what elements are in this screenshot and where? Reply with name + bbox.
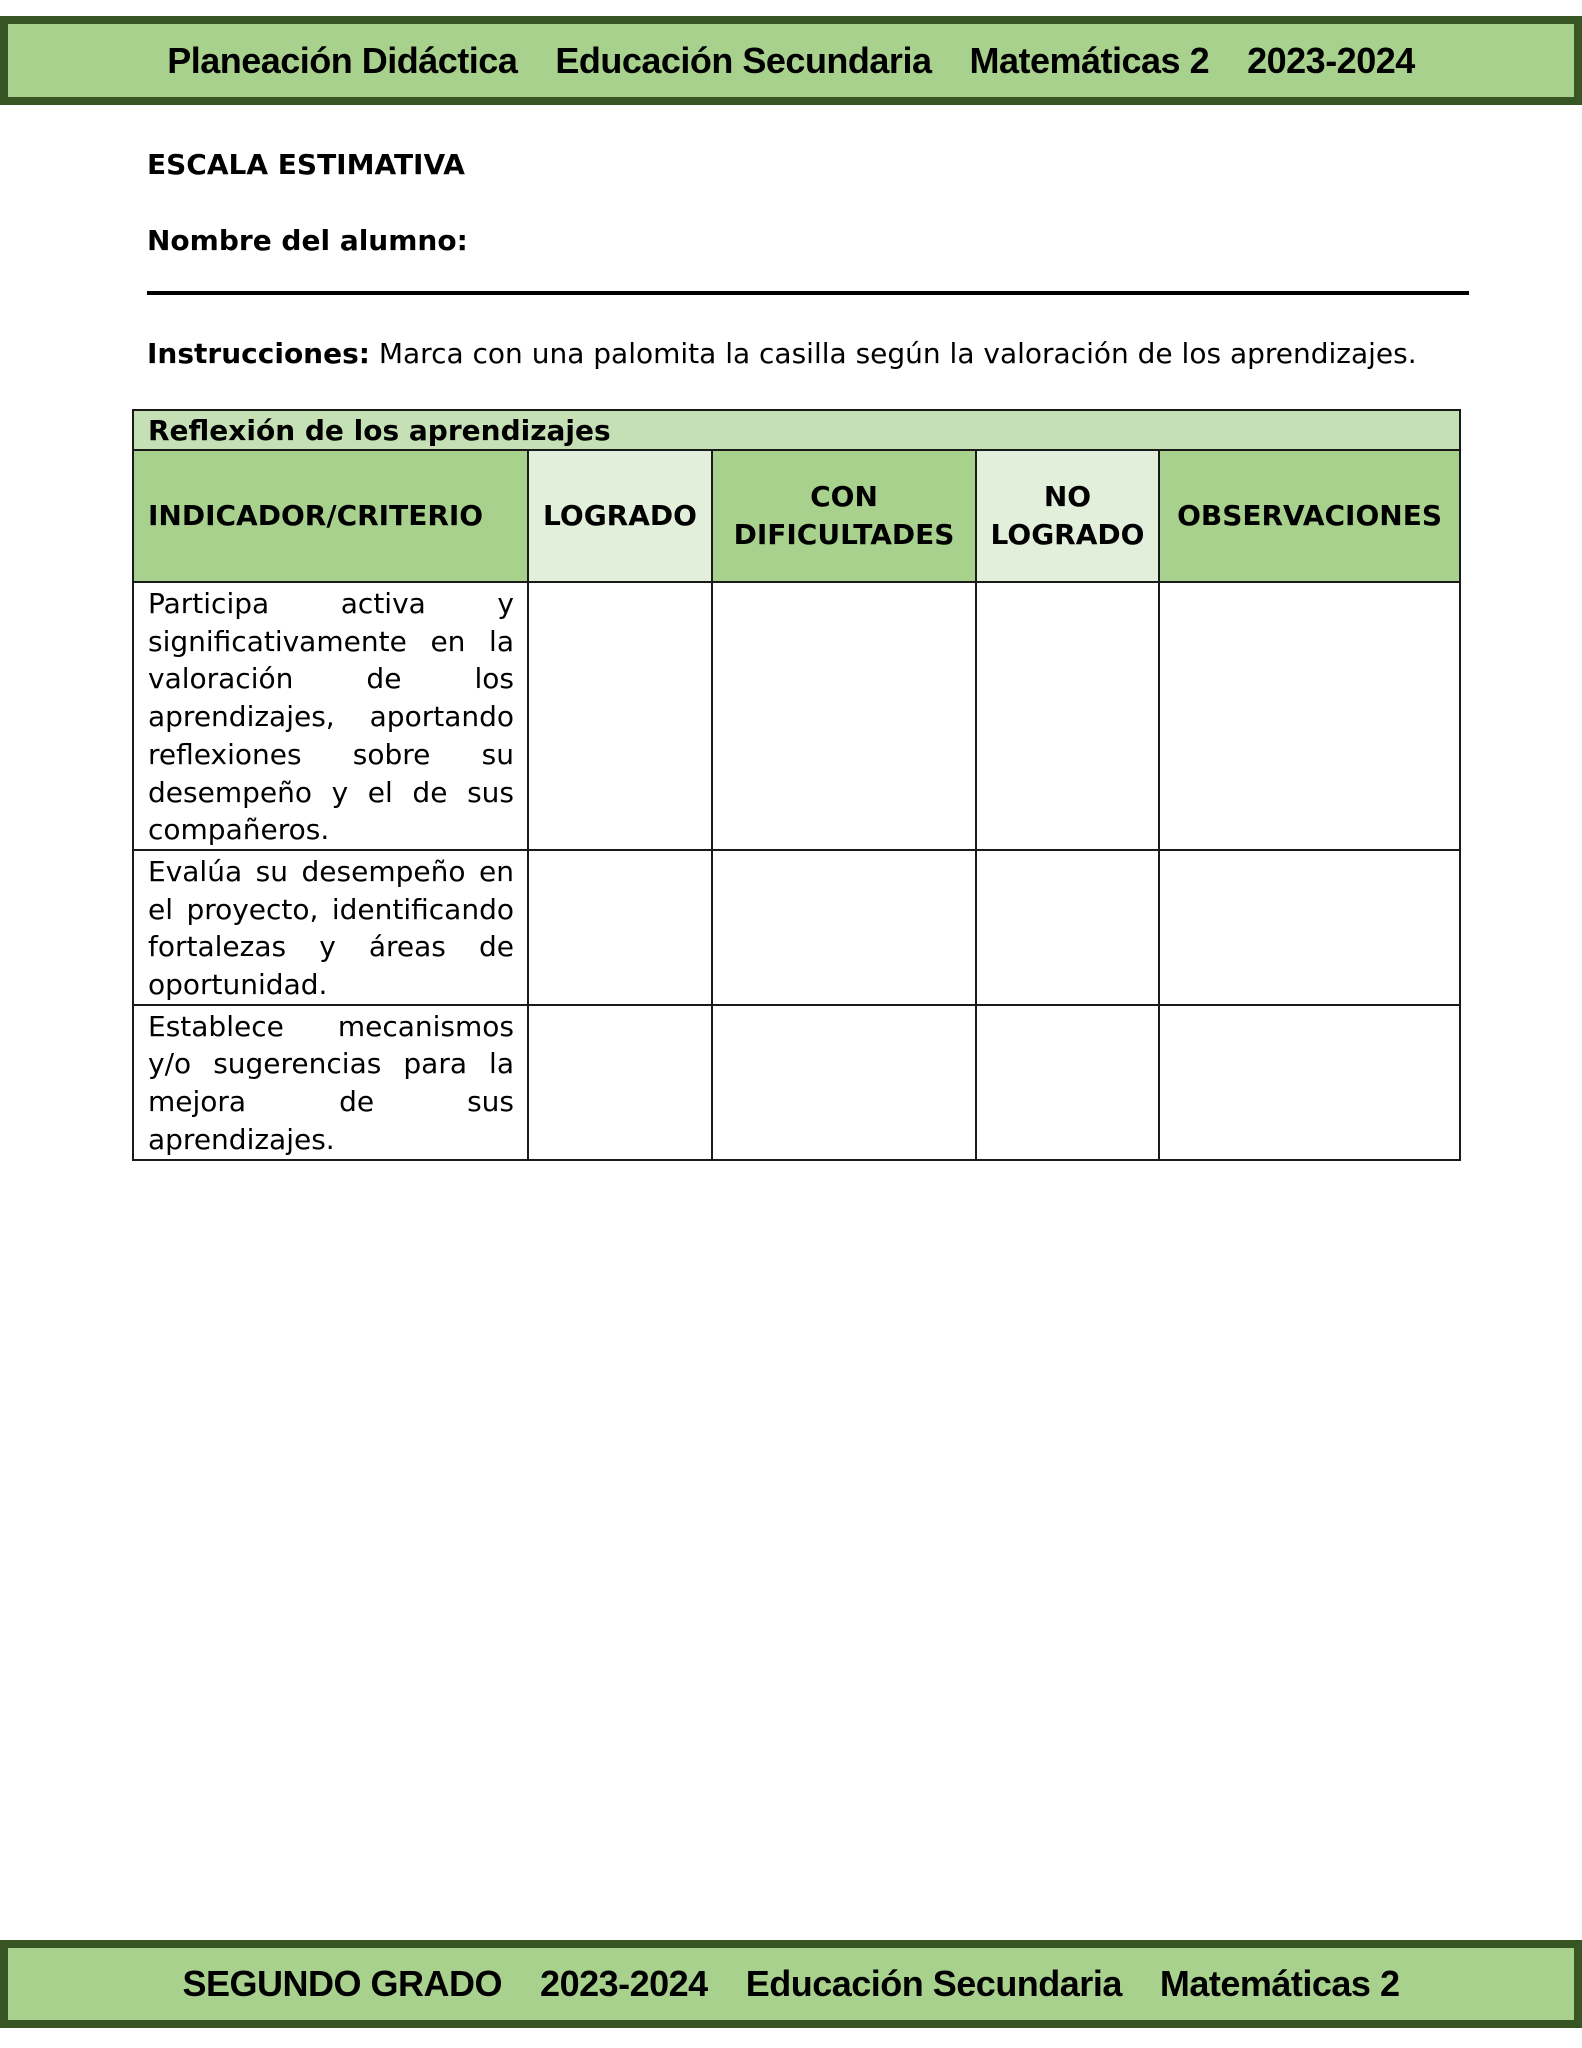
no-logrado-cell[interactable] <box>976 582 1159 850</box>
instructions-text: Marca con una palomita la casilla según la valoración de los aprendizajes. <box>369 337 1417 370</box>
no-logrado-cell[interactable] <box>976 850 1159 1005</box>
col-header-con-dificultades-line2: DIFICULTADES <box>733 518 955 551</box>
table-title: Reflexión de los aprendizajes <box>133 410 1460 450</box>
col-header-no-logrado <box>976 450 1159 582</box>
col-header-con-dificultades-line1: CON <box>810 480 878 513</box>
table-title-row <box>133 410 1460 450</box>
col-header-no-logrado-line1: NO <box>1043 480 1092 513</box>
no-logrado-cell[interactable] <box>976 1005 1159 1160</box>
page-footer-band <box>0 1940 1582 2028</box>
logrado-cell[interactable] <box>528 1005 712 1160</box>
footer-ciclo: 2023-2024 <box>540 1963 708 2004</box>
logrado-cell[interactable] <box>528 850 712 1005</box>
header-planeacion: Planeación Didáctica <box>167 39 518 81</box>
rubric-table <box>132 409 1461 1161</box>
header-nivel: Educación Secundaria <box>555 39 932 81</box>
criterion-cell: Participa activa y significativamente en la valoración de los aprendizajes, aportando reflexiones sobre su desempeño y el de sus compañeros. <box>133 582 528 850</box>
instructions-label: Instrucciones: <box>147 337 370 370</box>
col-header-indicador: INDICADOR/CRITERIO <box>133 450 528 582</box>
col-header-observaciones: OBSERVACIONES <box>1159 450 1460 582</box>
con-dificultades-cell[interactable] <box>712 582 976 850</box>
header-materia: Matemáticas 2 <box>969 39 1210 81</box>
criterion-cell: Evalúa su desempeño en el proyecto, identificando fortalezas y áreas de oportunidad. <box>133 850 528 1005</box>
document-title: ESCALA ESTIMATIVA <box>147 148 465 181</box>
footer-materia: Matemáticas 2 <box>1159 1963 1400 2004</box>
table-row <box>133 850 1460 1005</box>
instructions <box>147 337 1417 370</box>
observaciones-cell[interactable] <box>1159 582 1460 850</box>
footer-grado: SEGUNDO GRADO <box>182 1963 503 2004</box>
student-name-field[interactable] <box>147 291 1469 295</box>
con-dificultades-cell[interactable] <box>712 850 976 1005</box>
observaciones-cell[interactable] <box>1159 850 1460 1005</box>
page-header-band <box>0 16 1582 105</box>
table-row <box>133 1005 1460 1160</box>
logrado-cell[interactable] <box>528 582 712 850</box>
con-dificultades-cell[interactable] <box>712 1005 976 1160</box>
col-header-con-dificultades <box>712 450 976 582</box>
table-row <box>133 582 1460 850</box>
header-ciclo: 2023-2024 <box>1247 39 1415 81</box>
table-header-row <box>133 450 1460 582</box>
col-header-no-logrado-line2: LOGRADO <box>990 518 1145 551</box>
student-name-label: Nombre del alumno: <box>147 224 468 257</box>
criterion-cell: Establece mecanismos y/o sugerencias para la mejora de sus aprendizajes. <box>133 1005 528 1160</box>
observaciones-cell[interactable] <box>1159 1005 1460 1160</box>
footer-nivel: Educación Secundaria <box>745 1963 1122 2004</box>
col-header-logrado: LOGRADO <box>528 450 712 582</box>
